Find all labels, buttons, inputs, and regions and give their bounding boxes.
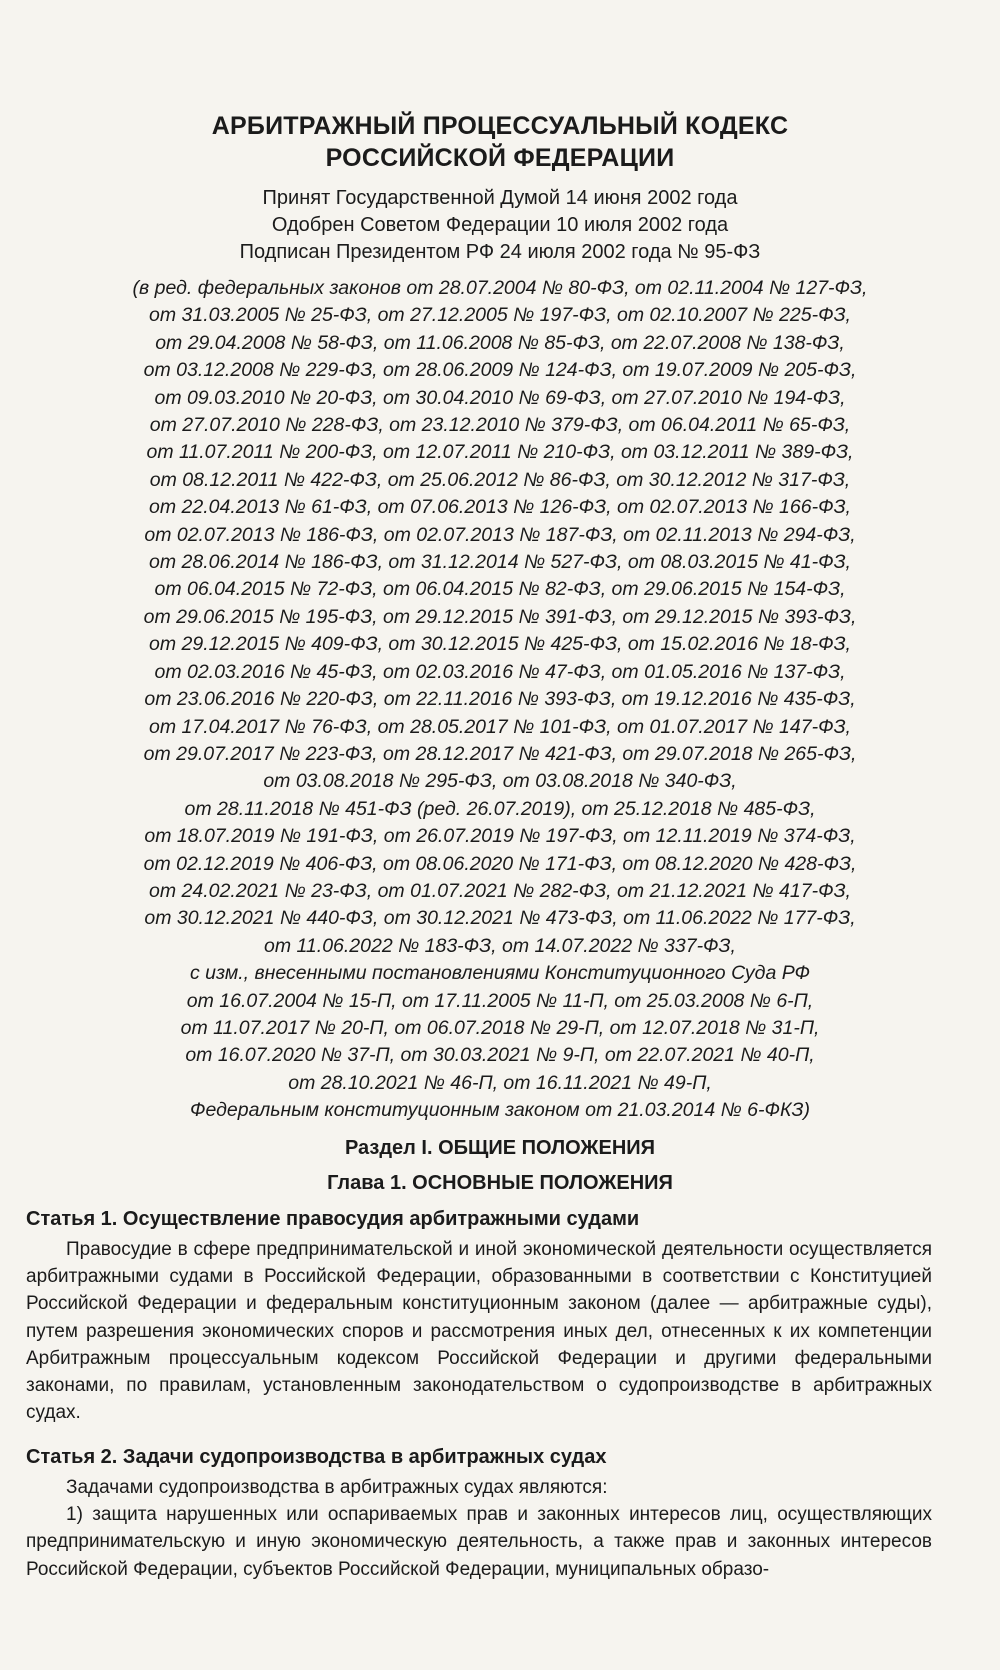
amendment-line: от 17.04.2017 № 76-ФЗ, от 28.05.2017 № 101-ФЗ, от 01.07.2017 № 147-ФЗ, — [149, 715, 851, 738]
amendment-line: от 18.07.2019 № 191-ФЗ, от 26.07.2019 № 197-ФЗ, от 12.11.2019 № 374-ФЗ, — [144, 825, 856, 848]
amendment-line: от 09.03.2010 № 20-ФЗ, от 30.04.2010 № 69-ФЗ, от 27.07.2010 № 194-ФЗ, — [154, 386, 846, 409]
amendment-line: от 02.07.2013 № 186-ФЗ, от 02.07.2013 № 187-ФЗ, от 02.11.2013 № 294-ФЗ, — [144, 523, 856, 546]
amendment-line: от 22.04.2013 № 61-ФЗ, от 07.06.2013 № 126-ФЗ, от 02.07.2013 № 166-ФЗ, — [149, 496, 851, 519]
amendment-line: от 29.04.2008 № 58-ФЗ, от 11.06.2008 № 85-ФЗ, от 22.07.2008 № 138-ФЗ, — [155, 331, 845, 354]
amendment-line: с изм., внесенными постановлениями Конституционного Суда РФ — [189, 962, 811, 985]
article-1-number: Статья 1. — [26, 1208, 118, 1230]
article-2-text — [26, 1474, 932, 1583]
amendment-line: от 11.07.2017 № 20-П, от 06.07.2018 № 29-П, от 12.07.2018 № 31-П, — [180, 1016, 820, 1039]
amendment-line: от 27.07.2010 № 228-ФЗ, от 23.12.2010 № 379-ФЗ, от 06.04.2011 № 65-ФЗ, — [149, 414, 851, 437]
amendment-line: от 02.03.2016 № 45-ФЗ, от 02.03.2016 № 47-ФЗ, от 01.05.2016 № 137-ФЗ, — [154, 660, 846, 683]
amendment-line: от 11.07.2011 № 200-ФЗ, от 12.07.2011 № 210-ФЗ, от 03.12.2011 № 389-ФЗ, — [146, 441, 854, 464]
approval-line: Одобрен Советом Федерации 10 июля 2002 года — [271, 214, 729, 236]
amendment-line: от 08.12.2011 № 422-ФЗ, от 25.06.2012 № 86-ФЗ, от 30.12.2012 № 317-ФЗ, — [149, 468, 851, 491]
amendment-line: от 11.06.2022 № 183-ФЗ, от 14.07.2022 № 337-ФЗ, — [264, 934, 736, 957]
chapter-heading: Глава 1. ОСНОВНЫЕ ПОЛОЖЕНИЯ — [327, 1172, 673, 1194]
amendment-line: от 16.07.2004 № 15-П, от 17.11.2005 № 11-П, от 25.03.2008 № 6-П, — [186, 989, 814, 1012]
amendment-line: от 29.12.2015 № 409-ФЗ, от 30.12.2015 № 425-ФЗ, от 15.02.2016 № 18-ФЗ, — [149, 633, 851, 656]
amendment-line: Федеральным конституционным законом от 21.03.2014 № 6-ФКЗ) — [190, 1099, 810, 1122]
adoption-info — [0, 185, 1000, 266]
amendment-line: от 24.02.2021 № 23-ФЗ, от 01.07.2021 № 282-ФЗ, от 21.12.2021 № 417-ФЗ, — [149, 879, 851, 902]
amendment-line: от 06.04.2015 № 72-ФЗ, от 06.04.2015 № 82-ФЗ, от 29.06.2015 № 154-ФЗ, — [154, 578, 846, 601]
article-2-intro: Задачами судопроизводства в арбитражных судах являются: — [66, 1477, 608, 1498]
article-1-heading — [26, 1206, 639, 1232]
title-line-2: РОССИЙСКОЙ ФЕДЕРАЦИИ — [325, 144, 675, 172]
amendment-line: от 30.12.2021 № 440-ФЗ, от 30.12.2021 № 473-ФЗ, от 11.06.2022 № 177-ФЗ, — [144, 907, 856, 930]
section-heading: Раздел I. ОБЩИЕ ПОЛОЖЕНИЯ — [344, 1137, 656, 1159]
article-2-heading — [26, 1444, 607, 1470]
amendment-line: от 23.06.2016 № 220-ФЗ, от 22.11.2016 № 393-ФЗ, от 19.12.2016 № 435-ФЗ, — [144, 688, 856, 711]
article-2-title: Задачи судопроизводства в арбитражных судах — [122, 1446, 607, 1468]
amendment-line: от 03.08.2018 № 295-ФЗ, от 03.08.2018 № 340-ФЗ, — [263, 770, 737, 793]
amendment-line: от 03.12.2008 № 229-ФЗ, от 28.06.2009 № 124-ФЗ, от 19.07.2009 № 205-ФЗ, — [143, 359, 857, 382]
amendment-line: от 16.07.2020 № 37-П, от 30.03.2021 № 9-П, от 22.07.2021 № 40-П, — [185, 1044, 815, 1067]
document-title — [0, 110, 1000, 174]
amendment-line: от 28.06.2014 № 186-ФЗ, от 31.12.2014 № 527-ФЗ, от 08.03.2015 № 41-ФЗ, — [149, 551, 851, 574]
amendment-line: от 02.12.2019 № 406-ФЗ, от 08.06.2020 № 171-ФЗ, от 08.12.2020 № 428-ФЗ, — [143, 852, 857, 875]
amendment-line: от 28.11.2018 № 451-ФЗ (ред. 26.07.2019), от 25.12.2018 № 485-ФЗ, — [184, 797, 816, 820]
amendment-line: от 31.03.2005 № 25-ФЗ, от 27.12.2005 № 197-ФЗ, от 02.10.2007 № 225-ФЗ, — [149, 304, 851, 327]
article-1-text: Правосудие в сфере предпринимательской и иной экономической деятельности осуществляется арбитражными судами в Российской Федерации, образованными в соответствии с Конституцией Российской Федерации и федеральным конституционным законом (далее — арбитражные суды), путем разрешения экономических споров и рассмотрения иных дел, отнесенных к их компетенции Арбитражным процессуальным кодексом Российской Федерации и другими федеральными законами, по правилам, установленным законодательством о судопроизводстве в арбитражных судах. — [26, 1239, 932, 1424]
article-1-title: Осуществление правосудия арбитражными судами — [122, 1208, 640, 1230]
article-2-item-1: 1) защита нарушенных или оспариваемых прав и законных интересов лиц, осуществляющих предпринимательскую и иную экономическую деятельность, а также прав и законных интересов Российской Федерации, субъектов Российской Федерации, муниципальных образо- — [26, 1504, 932, 1580]
amendment-line: от 29.06.2015 № 195-ФЗ, от 29.12.2015 № 391-ФЗ, от 29.12.2015 № 393-ФЗ, — [143, 605, 857, 628]
title-line-1: АРБИТРАЖНЫЙ ПРОЦЕССУАЛЬНЫЙ КОДЕКС — [211, 112, 789, 140]
adoption-line: Принят Государственной Думой 14 июня 2002 года — [262, 187, 738, 209]
article-2-number: Статья 2. — [26, 1446, 118, 1468]
amendment-line: от 29.07.2017 № 223-ФЗ, от 28.12.2017 № 421-ФЗ, от 29.07.2018 № 265-ФЗ, — [143, 742, 857, 765]
amendments-list — [40, 275, 960, 1125]
signing-line: Подписан Президентом РФ 24 июля 2002 года № 95-ФЗ — [239, 241, 761, 263]
amendment-line: (в ред. федеральных законов от 28.07.2004 № 80-ФЗ, от 02.11.2004 № 127-ФЗ, — [132, 277, 868, 299]
amendment-line: от 28.10.2021 № 46-П, от 16.11.2021 № 49-П, — [288, 1071, 712, 1094]
